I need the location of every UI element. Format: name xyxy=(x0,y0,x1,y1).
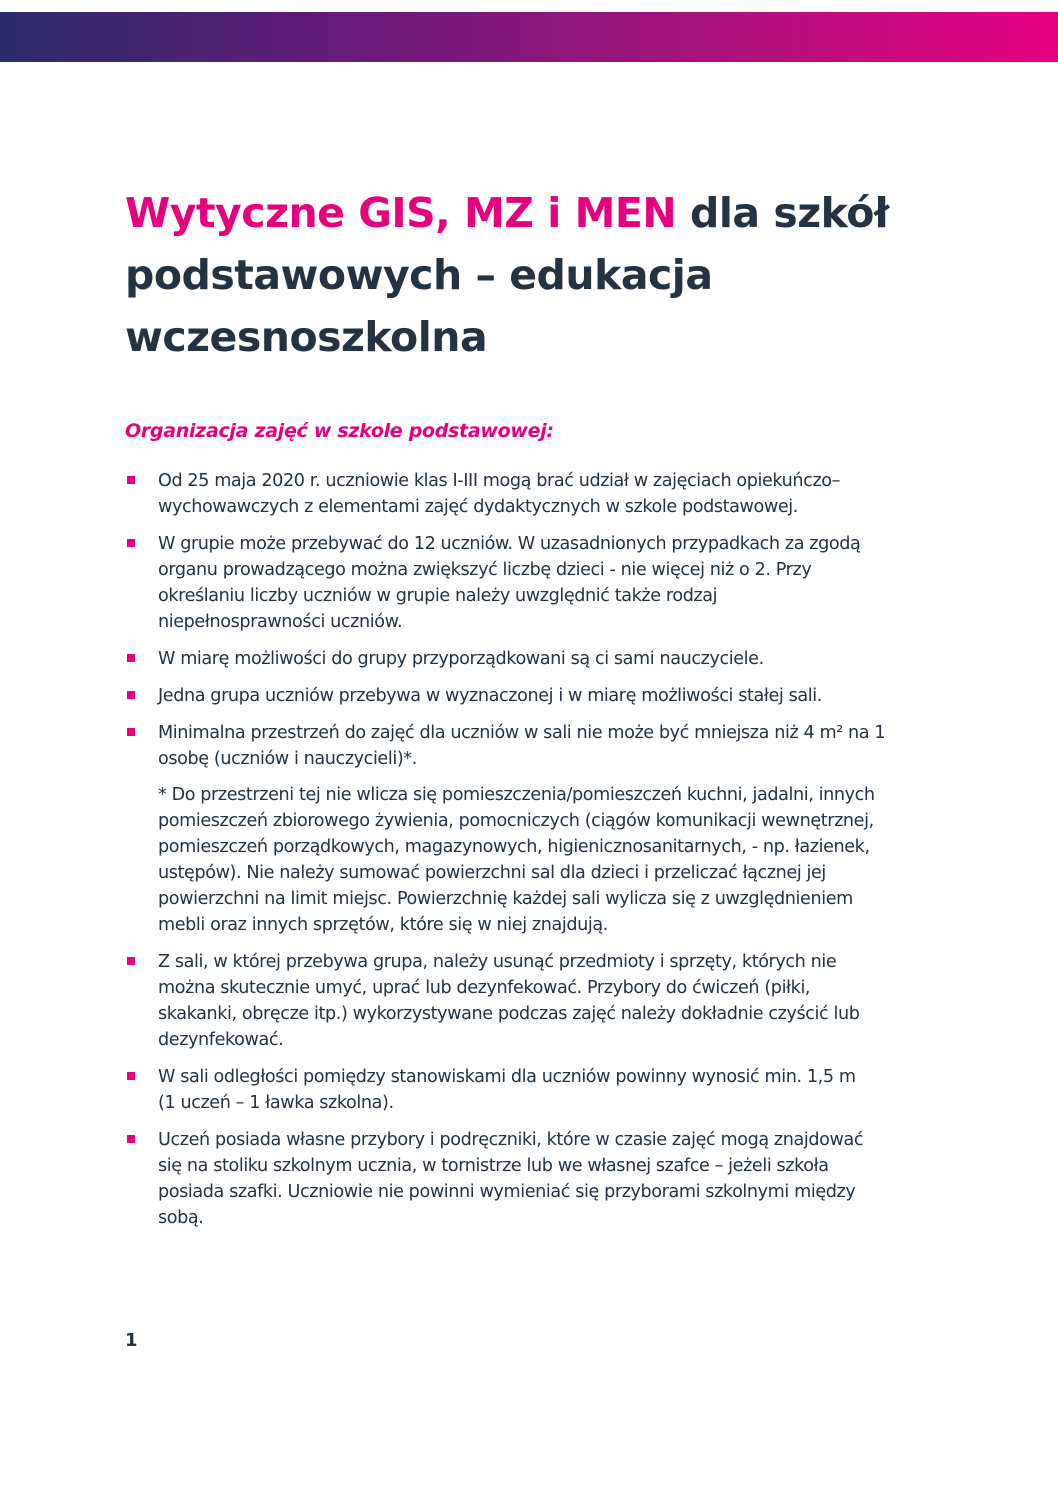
footnote-line: pomieszczeń zbiorowego żywienia, pomocniczych (ciągów komunikacji wewnętrznej, xyxy=(158,811,874,831)
footnote-line: * Do przestrzeni tej nie wlicza się pomieszczenia/pomieszczeń kuchni, jadalni, innych xyxy=(158,785,875,805)
guidelines-list xyxy=(125,468,925,1242)
square-bullet-icon xyxy=(127,539,135,547)
footnote-line: pomieszczeń porządkowych, magazynowych, higienicznosanitarnych, - np. łazienek, xyxy=(158,837,870,857)
list-item-line: dezynfekować. xyxy=(158,1030,284,1050)
list-item-line: niepełnosprawności uczniów. xyxy=(158,612,403,632)
footnote-line: mebli oraz innych sprzętów, które się w niej znajdują. xyxy=(158,915,608,935)
list-item-line: Uczeń posiada własne przybory i podręczniki, które w czasie zajęć mogą znajdować xyxy=(158,1130,864,1150)
title-rest-line-1: dla szkół xyxy=(676,189,889,237)
list-item-line: wychowawczych z elementami zajęć dydaktycznych w szkole podstawowej. xyxy=(158,497,798,517)
footnote-line: ustępów). Nie należy sumować powierzchni sal dla dzieci i przeliczać łącznej jej xyxy=(158,863,826,883)
list-item xyxy=(125,531,925,635)
square-bullet-icon xyxy=(127,957,135,965)
square-bullet-icon xyxy=(127,1135,135,1143)
square-bullet-icon xyxy=(127,476,135,484)
list-item-line: skakanki, obręcze itp.) wykorzystywane podczas zajęć należy dokładnie czyścić lub xyxy=(158,1004,860,1024)
header-gradient-band xyxy=(0,12,1058,62)
list-item-line: Od 25 maja 2020 r. uczniowie klas I-III mogą brać udział w zajęciach opiekuńczo– xyxy=(158,471,841,491)
list-item-line: (1 uczeń – 1 ławka szkolna). xyxy=(158,1093,394,1113)
footnote-line: powierzchni na limit miejsc. Powierzchnię każdej sali wylicza się z uwzględnieniem xyxy=(158,889,853,909)
title-line-2: podstawowych – edukacja xyxy=(125,251,713,299)
list-item-line: można skutecznie umyć, uprać lub dezynfekować. Przybory do ćwiczeń (piłki, xyxy=(158,978,811,998)
list-item xyxy=(125,468,925,520)
list-item-line: organu prowadzącego można zwiększyć liczbę dzieci - nie więcej niż o 2. Przy xyxy=(158,560,812,580)
list-item-line: sobą. xyxy=(158,1208,204,1228)
list-item-line: W grupie może przebywać do 12 uczniów. W uzasadnionych przypadkach za zgodą xyxy=(158,534,861,554)
title-line-3: wczesnoszkolna xyxy=(125,313,488,361)
list-item-line: Minimalna przestrzeń do zajęć dla uczniów w sali nie może być mniejsza niż 4 m² na 1 xyxy=(158,723,886,743)
list-item-line: Jedna grupa uczniów przebywa w wyznaczonej i w miarę możliwości stałej sali. xyxy=(158,686,822,706)
title-accent: Wytyczne GIS, MZ i MEN xyxy=(125,189,677,237)
square-bullet-icon xyxy=(127,654,135,662)
list-item-line: osobę (uczniów i nauczycieli)*. xyxy=(158,749,417,769)
square-bullet-icon xyxy=(127,1072,135,1080)
square-bullet-icon xyxy=(127,728,135,736)
list-item xyxy=(125,1127,925,1231)
square-bullet-icon xyxy=(127,691,135,699)
page-number: 1 xyxy=(125,1330,138,1351)
list-item xyxy=(125,720,925,938)
footnote-block xyxy=(158,782,925,938)
list-item xyxy=(125,1064,925,1116)
list-item-line: określaniu liczby uczniów w grupie należy uwzględnić także rodzaj xyxy=(158,586,718,606)
section-heading: Organizacja zajęć w szkole podstawowej: xyxy=(125,420,554,442)
list-item-line: W sali odległości pomiędzy stanowiskami dla uczniów powinny wynosić min. 1,5 m xyxy=(158,1067,856,1087)
list-item xyxy=(125,646,925,672)
list-item-line: Z sali, w której przebywa grupa, należy usunąć przedmioty i sprzęty, których nie xyxy=(158,952,837,972)
list-item xyxy=(125,949,925,1053)
list-item-line: W miarę możliwości do grupy przyporządkowani są ci sami nauczyciele. xyxy=(158,649,764,669)
list-item-line: posiada szafki. Uczniowie nie powinni wymieniać się przyborami szkolnymi między xyxy=(158,1182,856,1202)
list-item-line: się na stoliku szkolnym ucznia, w tornistrze lub we własnej szafce – jeżeli szkoła xyxy=(158,1156,829,1176)
list-item xyxy=(125,683,925,709)
page-title xyxy=(125,182,945,368)
